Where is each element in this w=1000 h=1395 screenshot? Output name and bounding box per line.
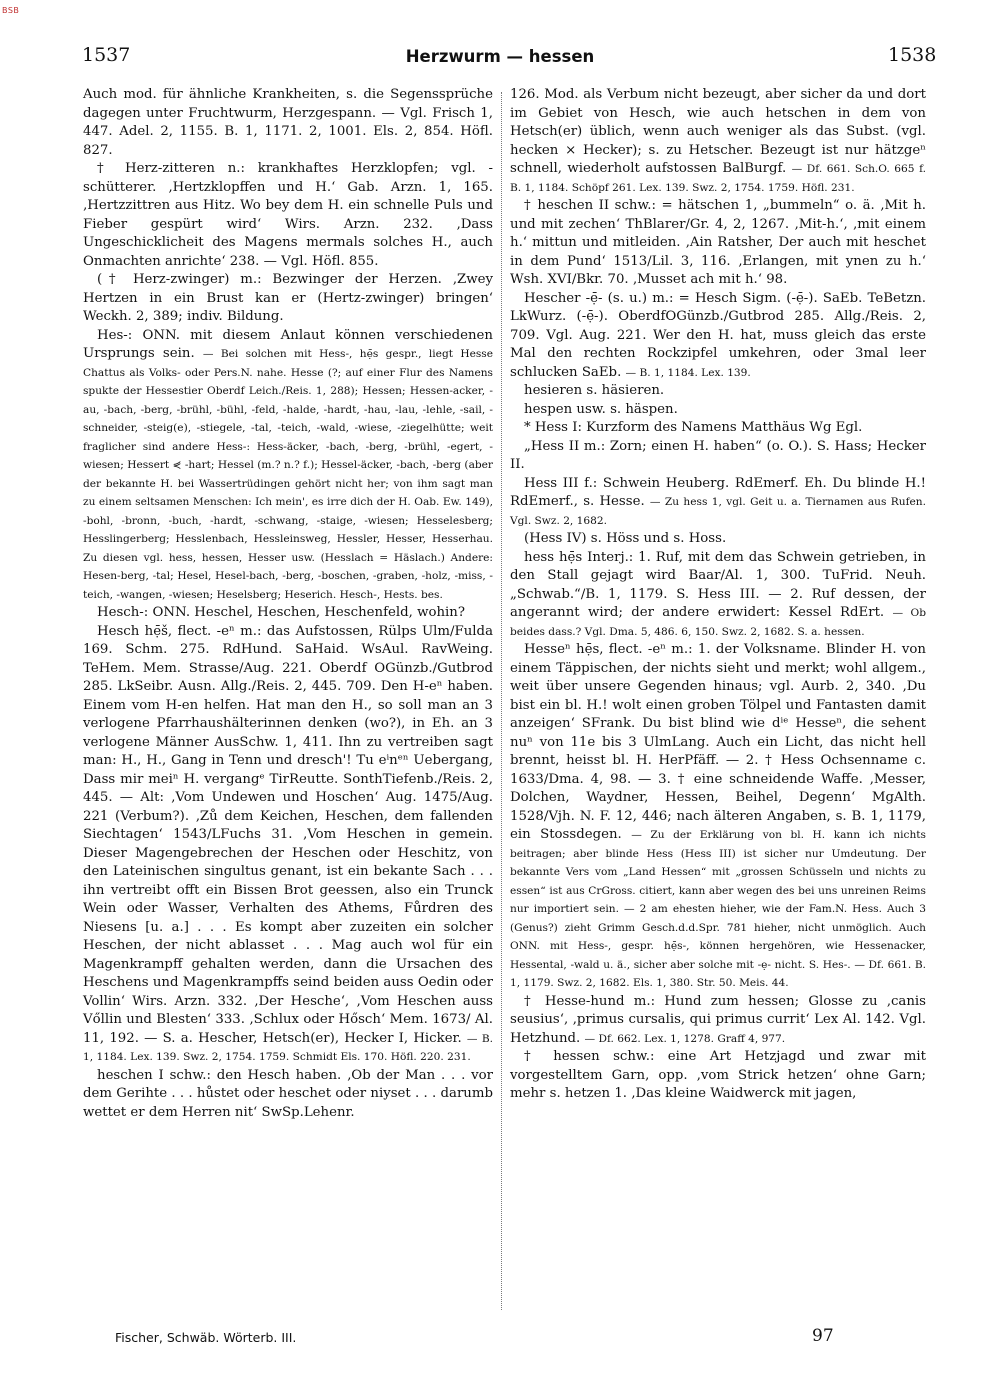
entry-hessen-m-body: Hesseⁿ hẹ̄s, flect. -eⁿ m.: 1. der Volksname. Blinder H. von einem Täppischen, der nichts sieht und merkt; wohl allgem., weit über unsere Gegenden hinaus; vgl. Aurb. 2, 340. ‚Du bist ein bl. H.! wolt einen groben Tölpel und Fantasten damit anzeigen‘ SFrank. Du bist blind wie dⁱᵉ Hesseⁿ, die sehent nuⁿ von 11e bis 3 UlmLang. Auch ein Licht, das nicht hell brennt, heisst bl. H. HerPfäff. — 2. † Hess Ochsenname c. 1633/Dma. 4, 98. — 3. † eine schneidende Waffe. ‚Messer, Dolchen, Waydner, Hessen, Beihel, Degenn‘ MgAlth. 1528/Vjh. N. F. 12, 446; nach älteren Angaben, s. B. 1, 1179, ein Stossdegen. [510, 642, 926, 842]
entry-hess-iii [510, 475, 926, 531]
entry-hespen: hespen usw. s. häspen. [524, 401, 678, 417]
page-number-right: 1538 [888, 44, 937, 66]
entry-hess-interj-refs: — Ob beides dass.? Vgl. Dma. 5, 486. 6, 150. Swz. 2, 1682. S. a. hessen. [510, 607, 926, 638]
entry-hess-iv: (Hess IV) s. Höss und s. Hoss. [524, 531, 727, 546]
library-stamp: BSB [2, 6, 20, 15]
entry-hesieren: hesieren s. häsieren. [524, 383, 665, 398]
entry-hessen-m [510, 641, 926, 993]
entry-hescher-refs: — B. 1, 1184. Lex. 139. [625, 366, 751, 379]
entry-heschen-i: heschen I schw.: den Hesch haben. ‚Ob der Man . . . vor dem Gerihte . . . hůstet oder heschet oder niyset . . . darumb wettet er dem Herren nit‘ SwSp.Lehenr. [83, 1067, 493, 1120]
entry-herz-zwinger: († Herz-zwinger) m.: Bezwinger der Herzen. ‚Zwey Hertzen in ein Brust kan er (Hertz-zwinger) bringen‘ Weckh. 2, 389; indiv. Bildung. [83, 272, 493, 324]
entry-hess-interj [510, 549, 926, 642]
entry-hessen-schw: † hessen schw.: eine Art Hetzjagd und zwar mit vorgestelltem Garn, opp. ‚vom Strick hetzen‘ ohne Garn; mehr s. hetzen 1. ‚Das kleine Waidwerck mit jagen, [510, 1049, 926, 1101]
entry-hesch-body: Hesch hẹ̄š, flect. -eⁿ m.: das Aufstossen, Rülps Ulm/Fulda 169. Schm. 275. RdHund. SaHaid. WsAul. RavWeing. TeHem. Mem. Strasse/Aug. 221. Oberdf OGünzb./Gutbrod 285. LkSeibr. Ausn. Allg./Reis. 2, 445. 709. Den H-eⁿ haben. Einem vom H-en helfen. Hat man den H., so soll man an 3 verlogene Pfarrhaushälterinnen denken (wo?), in Eh. an 3 verlogene Männer AusSchw. 1, 411. Ihn zu vertreiben sagt man: H., H., Gang in Tenn und dresch'! Tu eⁱnᵉⁿ Uebergang, Dass mir meiⁿ H. vergangᵉ TirReutte. SonthTiefenb./Reis. 2, 445. — Alt: ‚Vom Undewen und Hoschen‘ Aug. 1475/Aug. 221 (Verbum?). ‚Zů dem Keichen, Heschen, dem fallenden Siechtagen‘ 1543/LFuchs 31. ‚Vom Heschen in gemein. Dieser Magengebrechen der Heschen oder Heschitz, von den Lateinischen singultus genant, ist ein bekante Sach . . . ihn vertreibt offt ein Bissen Brot geessen, also ein Trunck Wein oder Wasser, Verhalten des Athems, Fůrdren des Niesens [u. a.] . . . Es kompt aber zuzeiten ein solcher Heschen, der nicht ablasset . . . Mag auch wol für ein Magenkrampff gehalten werden, dann die Ursachen des Heschens und Magenkrampffs seind beiden auss Oedin oder Vollin‘ Wirs. Arzn. 332. ‚Der Hesche‘, ‚Vom Heschen auss Vőllin und Blesten‘ 333. ‚Schlux oder Hősch‘ Mem. 1673/ Al. 11, 192. — S. a. Hescher, Hetsch(er), Hecker I, Hicker. [83, 623, 493, 1046]
entry-hesse-hund-refs: — Df. 662. Lex. 1, 1278. Graff 4, 977. [584, 1032, 786, 1045]
entry-herz-zitteren: † Herz-zitteren n.: krankhaftes Herzklopfen; vgl. -schütterer. ‚Hertzklopffen und H.‘ Gab. Arzn. 1, 165. ‚Hertzzittren aus Hitz. Wo bey dem H. ein schnelle Puls und Fieber gespürt wird‘ Wirs. Arzn. 232. ‚Dass Ungeschicklicheit des Magens mermals solches H., auch Onmachten anrichte‘ 238. — Vgl. Höfl. 855. [83, 161, 493, 269]
entry-hesse-hund [510, 993, 926, 1049]
entry-hessen-m-notes: — Zu der Erklärung von bl. H. kann ich nichts beitragen; aber blinde Hess (Hess III) ist sicher nur Umdeutung. Der bekannte Vers vom „Land Hessen“ mit „grossen Schüsseln und nichts zu essen“ ist aus CrGross. citiert, kann aber wegen des bei uns unreinen Reims nur importiert sein. — 2 am ehesten hieher, wie der Fam.N. Hess. Auch 3 (Genus?) zieht Grimm Gesch.d.d.Spr. 781 hieher, nicht unmöglich. Auch ONN. mit Hess-, gespr. hẹ̄s-, können hergehören, wie Hessenacker, Hessental, -wald u. ä., sicher aber solche mit -ẹ- nicht. S. Hes-. — Df. 661. B. 1, 1179. Swz. 2, 1682. Els. 1, 380. Str. 50. Meis. 44. [510, 829, 926, 989]
entry-heschen-i-cont-body: 126. Mod. als Verbum nicht bezeugt, aber sicher da und dort im Gebiet von Hesch, wie auch hetschen in dem von Hetsch(er) üblich, wenn auch weniger als das Subst. (vgl. hecken × Hecker); s. zu Hetscher. Bezeugt ist nur hätzgeⁿ schnell, wiederholt aufstossen BalBurgf. [510, 87, 926, 176]
entry-hesch-refs: — B. 1, 1184. Lex. 139. Swz. 2, 1754. 1759. Schmidt Els. 170. Höfl. 220. 231. [83, 1032, 493, 1063]
entry-hesse-hund-body: † Hesse-hund m.: Hund zum hessen; Glosse zu ‚canis seusius‘, ‚primus cursalis, qui primus currit‘ Lex Al. 142. Vgl. Hetzhund. [510, 993, 926, 1046]
entry-heschen-ii: † heschen II schw.: = hätschen 1, „bummeln“ o. ä. ‚Mit h. und mit zechen‘ ThBlarer/Gr. 4, 2, 1267. ‚Mit-h.‘, ‚mit einem h.‘ mittun und mitleiden. ‚Ain Ratsher, Der auch mit heschet in dem Pund‘ 1513/Lil. 3, 116. ‚Erlangen, mit ynen zu h.‘ Wsh. XVI/Bkr. 70. ‚Musset ach mit h.‘ 98. [510, 198, 926, 287]
entry-hess-i: * Hess I: Kurzform des Namens Matthäus Wg Egl. [524, 420, 863, 435]
entry-hess-ii: „Hess II m.: Zorn; einen H. haben“ (o. O.). S. Hass; Hecker II. [510, 438, 926, 472]
footer-source: Fischer, Schwäb. Wörterb. III. [115, 1330, 297, 1345]
entry-hess-iii-body: Hess III f.: Schwein Heuberg. RdEmerf. Eh. Du blinde H.! RdEmerf., s. Hesse. [510, 475, 926, 509]
entry-hesch-onn: Hesch-: ONN. Heschel, Heschen, Heschenfeld, wohin? [97, 605, 465, 620]
entry-hescher-body: Hescher -ẹ̄- (s. u.) m.: = Hesch Sigm. (-ẹ̄-). SaEb. TeBetzn. LkWurz. (-ẹ̄-). OberdfOGünzb./Gutbrod 285. Allg./Reis. 2, 709. Vgl. Aug. 221. Wer den H. hat, muss gleich das erste Mal den rechten Rockzipfel umkehren, oder 3mal leer schlucken SaEb. [510, 290, 926, 380]
entry-hes-notes: — Bei solchen mit Hess-, hẹ̄s gespr., liegt Hesse Chattus als Volks- oder Pers.N. nahe. Hesse (?; auf einer Flur des Namens spukte der Hessestier Oberdf Leich./Reis. 1, 288); Hessen; Hessen-acker, -au, -bach, -berg, -brühl, -bühl, -feld, -halde, -hardt, -hau, -lau, -lehle, -sail, -schneider, -steig(e), -stiegele, -tal, -teich, -wald, -wiese, -ziegelhütte; weit fraglicher sind andere Hess-: Hess-äcker, -bach, -berg, -brühl, -egert, -wiesen; Hessert ⋞ -hart; Hessel (m.? n.? f.); Hessel-äcker, -bach, -berg (aber der bekannte H. bei Wassertrüdingen gehört nicht her; von ihm sagt man zu einem seltsamen Menschen: Ich mein', es irre dich der H. Oab. Ew. 149), -bohl, -bronn, -buch, -hardt, -schwang, -staige, -wiesen; Hesselesberg; Hesslingerberg; Hesslenbach, Hessleinsweg, Hessler, Hesser, Hesserhau. Zu diesen vgl. hess, hessen, Hesser usw. (Hesslach = Häslach.) Andere: Hesen-berg, -tal; Hesel, Hesel-bach, -berg, -boschen, -graben, -holz, -miss, -teich, -wangen, -wiesen; Heselsberg; Heserich. Hesch-, Hests. bes. [83, 348, 493, 601]
entry-hesch [83, 623, 493, 1067]
left-column [83, 86, 493, 1122]
right-column [510, 86, 926, 1104]
entry-herzwurm-cont: Auch mod. für ähnliche Krankheiten, s. die Segenssprüche dagegen unter Fruchtwurm, Herzgespann. — Vgl. Frisch 1, 447. Adel. 2, 1155. B. 1, 1171. 2, 1001. Els. 2, 854. Höfl. 827. [83, 87, 493, 158]
entry-hes-head: Hes-: ONN. mit diesem Anlaut können verschiedenen Ursprungs sein. [83, 327, 493, 361]
page-number-left: 1537 [82, 44, 131, 66]
column-divider [501, 92, 502, 1310]
entry-heschen-i-refs: — Df. 661. Sch.O. 665 f. B. 1, 1184. Schöpf 261. Lex. 139. Swz. 2, 1754. 1759. Höfl. 231. [510, 163, 926, 194]
running-title: Herzwurm — hessen [405, 47, 595, 66]
entry-hes [83, 327, 493, 605]
entry-heschen-i-cont [510, 86, 926, 197]
entry-hescher [510, 290, 926, 383]
footer-sheet-number: 97 [812, 1326, 834, 1346]
entry-hess-iii-refs: — Zu hess 1, vgl. Geit u. a. Tiernamen aus Rufen. Vgl. Swz. 2, 1682. [510, 496, 926, 527]
entry-hess-interj-body: hess hẹ̄s Interj.: 1. Ruf, mit dem das Schwein getrieben, in den Stall gejagt wird Baar/Al. 1, 300. TuFrid. Neuh. „Schwab.“/B. 1, 1179. S. Hess III. — 2. Ruf dessen, der angerannt wird; der andere erwidert: Kessel RdErt. [510, 549, 926, 620]
